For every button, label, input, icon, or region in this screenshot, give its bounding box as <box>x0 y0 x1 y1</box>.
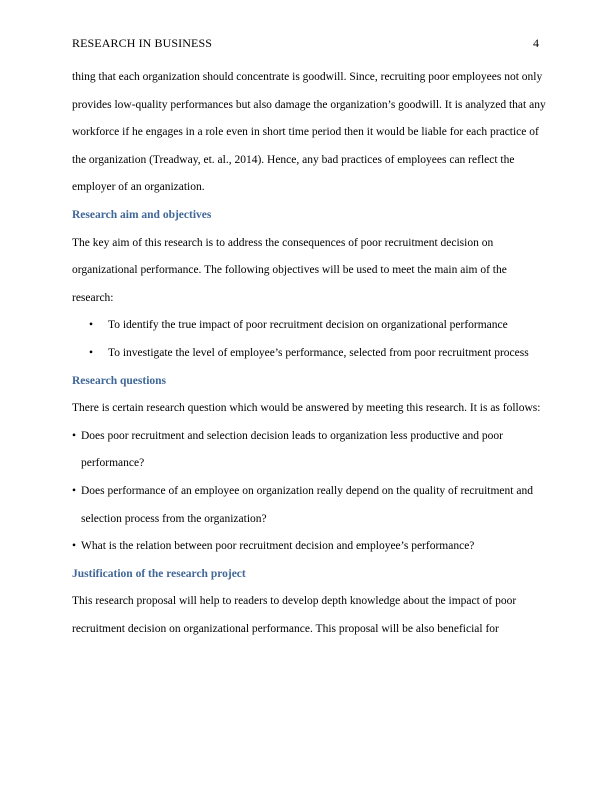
objectives-list <box>72 312 546 367</box>
bullet: • <box>72 429 77 442</box>
list-item: • Does performance of an employee on organization really depend on the quality of recruitment and selection process from the organization? <box>72 478 546 533</box>
aim-paragraph: The key aim of this research is to address the consequences of poor recruitment decision on organizational performance. The following objectives will be used to meet the main aim of the research: <box>72 236 507 304</box>
list-item: • What is the relation between poor recruitment decision and employee’s performance? <box>72 533 546 561</box>
questions-paragraph: There is certain research question which would be answered by meeting this research. It is as follows: <box>72 402 541 415</box>
page-number: 4 <box>533 36 539 50</box>
questions-list <box>72 423 546 561</box>
running-header: RESEARCH IN BUSINESS <box>72 36 213 50</box>
list-item: • Does poor recruitment and selection decision leads to organization less productive and poor performance? <box>72 423 546 478</box>
questions-heading: Research questions <box>72 374 167 387</box>
bullet: • <box>72 484 77 497</box>
bullet: • <box>89 319 94 332</box>
intro-paragraph: thing that each organization should concentrate is goodwill. Since, recruiting poor employees not only provides low-quality performances but also damage the organization’s goodwill. It is analyzed that any workforce if he engages in a role even in short time period then it would be liable for each practice of the organization (Treadway, et. al., 2014). Hence, any bad practices of employees can reflect the employer of an organization. <box>72 71 546 194</box>
aim-heading: Research aim and objectives <box>72 208 212 221</box>
bullet: • <box>89 346 94 359</box>
list-item: • To investigate the level of employee’s performance, selected from poor recruitment process <box>72 340 546 368</box>
list-item: • To identify the true impact of poor recruitment decision on organizational performance <box>72 312 546 340</box>
justification-paragraph: This research proposal will help to readers to develop depth knowledge about the impact of poor recruitment decision on organizational performance. This proposal will be also beneficial for <box>72 595 517 635</box>
bullet: • <box>72 540 77 553</box>
document-body <box>72 64 546 643</box>
justification-heading: Justification of the research project <box>72 567 246 580</box>
